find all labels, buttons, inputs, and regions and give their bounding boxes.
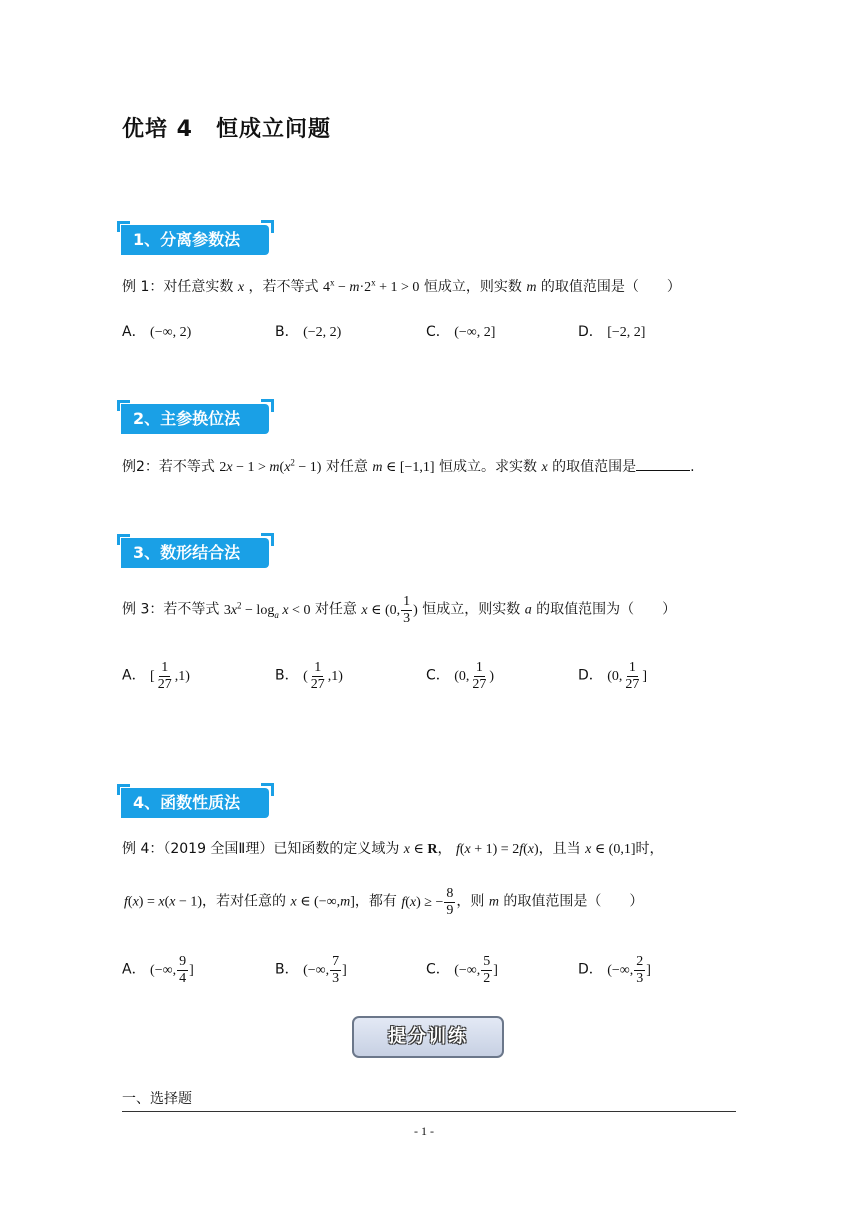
ex4-option-b[interactable]: B． (−∞, $\frac{7}{3}$ ] — [275, 954, 347, 986]
ex4-l2c: ，则 — [456, 893, 485, 910]
ex4-prefix: 例 4：（2019 全国Ⅱ理）已知函数的定义域为 — [122, 841, 400, 857]
ex2-prefix: 例2：若不等式 — [122, 459, 215, 475]
ex4-mid1: ， — [437, 841, 452, 857]
ex4-l2d: 的取值范围是（ ） — [503, 893, 644, 910]
page-title: 优培 4 恒成立问题 — [122, 117, 331, 142]
ex1-mid: ，若不等式 — [248, 279, 319, 295]
page-number: - 1 - — [414, 1124, 434, 1138]
ex3-option-c[interactable]: C． (0, $\frac{1}{27}$ ) — [426, 660, 495, 692]
ex4-option-a[interactable]: A． (−∞, $\frac{9}{4}$ ] — [122, 954, 194, 986]
ex4-l2a: ，若对任意的 — [202, 893, 287, 910]
math-interval: x ∈ (0,1] — [585, 842, 636, 857]
example-2-question: 例2：若不等式 $2x - 1 > m(x^2 - 1)$ 对任意 m ∈ [−1,1] 恒成立。求实数 x 的取值范围是 . — [122, 457, 695, 475]
ex4-l2b: ，都有 — [354, 893, 397, 910]
divider — [122, 1111, 736, 1112]
ex2-suffix: 恒成立。求实数 — [439, 459, 538, 475]
practice-button[interactable]: 提分训练 — [352, 1016, 504, 1058]
ex3-mid: 对任意 — [314, 601, 357, 618]
ex1-option-a[interactable]: A． (−∞, 2) — [122, 324, 192, 340]
math-function-def: f(x) = x(x − 1) — [124, 894, 203, 910]
ex1-option-c[interactable]: C． (−∞, 2] — [426, 324, 496, 340]
ex1-prefix: 例 1：对任意实数 — [122, 279, 234, 295]
section-badge-3: 3、数形结合法 — [121, 538, 269, 568]
math-set: m ∈ [−1,1] — [372, 460, 435, 475]
example-1-question — [122, 276, 681, 296]
ex2-mid: 对任意 — [325, 459, 368, 475]
answer-blank[interactable] — [636, 456, 690, 471]
math-inequality: $4^x - m\cdot 2^x + 1 > 0$ — [322, 277, 420, 295]
ex1-end: 的取值范围是（ ） — [540, 279, 681, 295]
section-badge-2: 2、主参换位法 — [121, 404, 269, 434]
ex1-option-b[interactable]: B． (−2, 2) — [275, 324, 342, 340]
math-inequality: $2x - 1 > m(x^2 - 1)$ — [219, 457, 322, 475]
ex1-suffix: 恒成立，则实数 — [423, 279, 522, 295]
ex3-end: 的取值范围为（ ） — [536, 601, 677, 618]
example-4-question-line1 — [122, 838, 664, 858]
math-var: a — [524, 602, 532, 618]
math-inequality: $3x^2 - \log_a x < 0$ — [223, 600, 311, 620]
math-functional-eq: f(x + 1) = 2f(x) — [455, 842, 539, 857]
math-inequality: f(x) ≥ − $\frac{8}{9}$ — [401, 886, 454, 918]
ex3-suffix: 恒成立，则实数 — [422, 601, 521, 618]
ex4-mid2: ，且当 — [538, 841, 581, 857]
footer-heading: 一、选择题 — [122, 1091, 192, 1107]
math-interval: x ∈ (0, $\frac{1}{3}$ ) — [361, 594, 418, 626]
ex4-option-c[interactable]: C． (−∞, $\frac{5}{2}$ ] — [426, 954, 498, 986]
ex4-option-d[interactable]: D． (−∞, $\frac{2}{3}$ ] — [578, 954, 651, 986]
ex3-option-b[interactable]: B． ( $\frac{1}{27}$ ,1) — [275, 660, 343, 692]
math-var: m — [488, 894, 499, 910]
example-3-question — [122, 594, 676, 627]
section-badge-1: 1、分离参数法 — [121, 225, 269, 255]
ex3-prefix: 例 3：若不等式 — [122, 601, 220, 618]
ex3-option-a[interactable]: A． [ $\frac{1}{27}$ ,1) — [122, 660, 190, 692]
ex3-option-d[interactable]: D． (0, $\frac{1}{27}$ ] — [578, 660, 648, 692]
example-4-question-line2 — [124, 886, 643, 919]
math-var: x — [541, 460, 548, 475]
math-interval: x ∈ (−∞,m] — [290, 894, 355, 910]
section-badge-4: 4、函数性质法 — [121, 788, 269, 818]
ex1-option-d[interactable]: D． [−2, 2] — [578, 324, 646, 340]
math-var: x — [237, 280, 245, 295]
ex2-end: 的取值范围是 — [552, 459, 637, 475]
math-var: m — [526, 280, 537, 295]
ex4-end1: 时， — [635, 841, 664, 857]
math-domain: x ∈ R — [403, 842, 438, 857]
